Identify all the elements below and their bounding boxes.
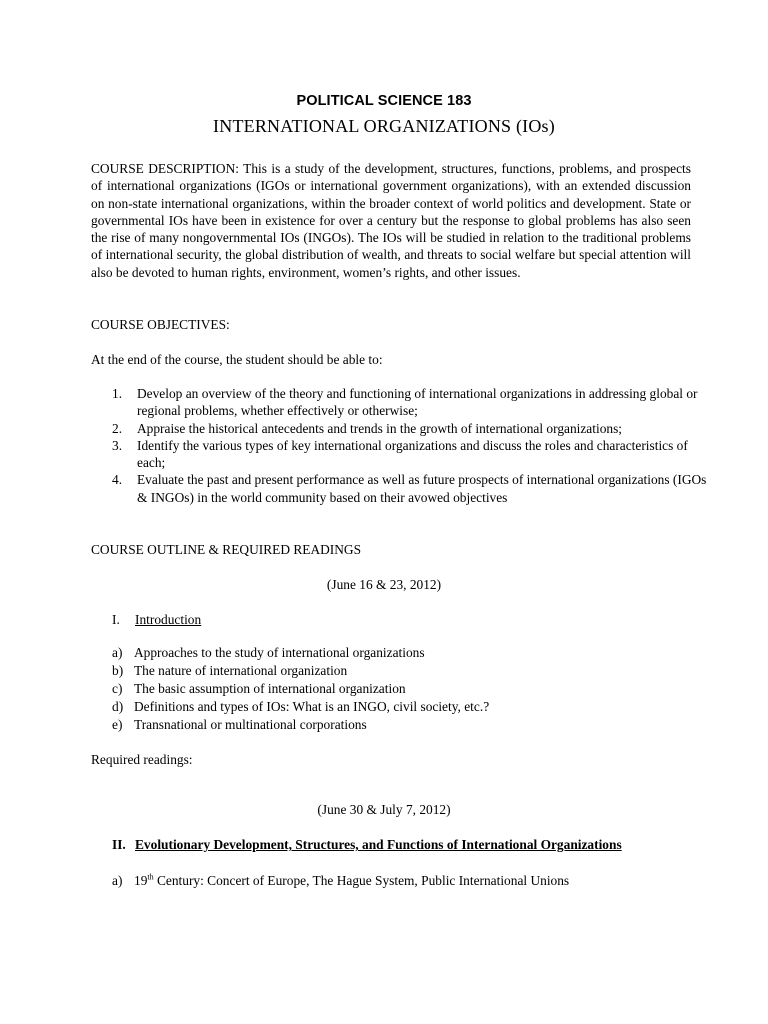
section-title: Evolutionary Development, Structures, and Functions of International Organizations: [135, 837, 622, 852]
section-title: Introduction: [135, 612, 202, 627]
required-readings-label: Required readings:: [91, 752, 193, 767]
topic-list: [112, 644, 489, 734]
topic-letter: e): [112, 716, 123, 732]
topic-text: Approaches to the study of international organizations: [134, 645, 425, 660]
objective-item: [112, 385, 712, 420]
topic-item: [112, 698, 489, 716]
topic-letter: d): [112, 698, 124, 714]
topic-letter: b): [112, 662, 124, 678]
objectives-heading: COURSE OBJECTIVES:: [91, 317, 230, 332]
objective-text: Evaluate the past and present performance as well as future prospects of international organizations (IGOs & INGOs) in the world community based on their avowed objectives: [137, 472, 707, 505]
course-code: POLITICAL SCIENCE 183: [296, 93, 472, 109]
topic-item: [112, 680, 489, 698]
objective-text: Develop an overview of the theory and functioning of international organizations in addressing global or regional problems, whether effectively or otherwise;: [137, 386, 698, 419]
topic-item: [112, 872, 569, 890]
course-title: INTERNATIONAL ORGANIZATIONS (IOs): [213, 116, 555, 136]
topic-superscript: th: [147, 872, 154, 882]
outline-heading: COURSE OUTLINE & REQUIRED READINGS: [91, 542, 362, 557]
objective-text: Appraise the historical antecedents and trends in the growth of international organizations;: [137, 420, 623, 436]
section-dates: (June 30 & July 7, 2012): [317, 802, 451, 817]
objectives-intro: At the end of the course, the student should be able to:: [91, 352, 383, 367]
topic-text: The nature of international organization: [134, 662, 348, 678]
topic-list: [112, 872, 569, 890]
course-description-text: : This is a study of the development, structures, functions, problems, and prospects of international organizations (IGOs or international government organizations), with an extended discussion on non-state international organizations, within the broader context of world politics and development. State or governmental IOs have been in existence for over a century but the response to global problems has also seen the rise of many nongovernmental IOs (INGOs). The IOs will be studied in relation to the traditional problems of international security, the global distribution of wealth, and threats to social welfare but special attention will also be devoted to human rights, environment, women’s rights, and other issues.: [91, 161, 691, 280]
section-numeral: II.: [112, 837, 126, 852]
course-description: [91, 160, 691, 281]
objective-number: 4.: [112, 472, 123, 488]
topic-text: Transnational or multinational corporations: [134, 716, 367, 732]
course-description-label: COURSE DESCRIPTION: [91, 161, 236, 176]
topic-letter: a): [112, 873, 123, 888]
topic-item: [112, 662, 489, 680]
topic-text: The basic assumption of international organization: [134, 680, 406, 696]
topic-text: Century: Concert of Europe, The Hague System, Public International Unions: [153, 873, 570, 888]
section-dates: (June 16 & 23, 2012): [326, 577, 442, 592]
objective-text: Identify the various types of key international organizations and discuss the roles and characteristics of each;: [137, 437, 688, 471]
topic-item: [112, 644, 489, 662]
topic-item: [112, 716, 489, 734]
objective-item: [112, 471, 712, 506]
objectives-list: [112, 385, 712, 506]
topic-text: Definitions and types of IOs: What is an INGO, civil society, etc.?: [134, 698, 490, 714]
objective-number: 3.: [112, 437, 123, 453]
topic-number: 19: [134, 873, 148, 888]
objective-number: 1.: [112, 386, 123, 401]
section-heading: [112, 836, 622, 853]
topic-letter: a): [112, 645, 123, 660]
topic-letter: c): [112, 680, 123, 696]
objective-item: [112, 420, 712, 437]
section-heading: [112, 611, 201, 628]
objective-number: 2.: [112, 420, 123, 436]
objective-item: [112, 437, 712, 472]
section-numeral: I.: [112, 612, 120, 627]
